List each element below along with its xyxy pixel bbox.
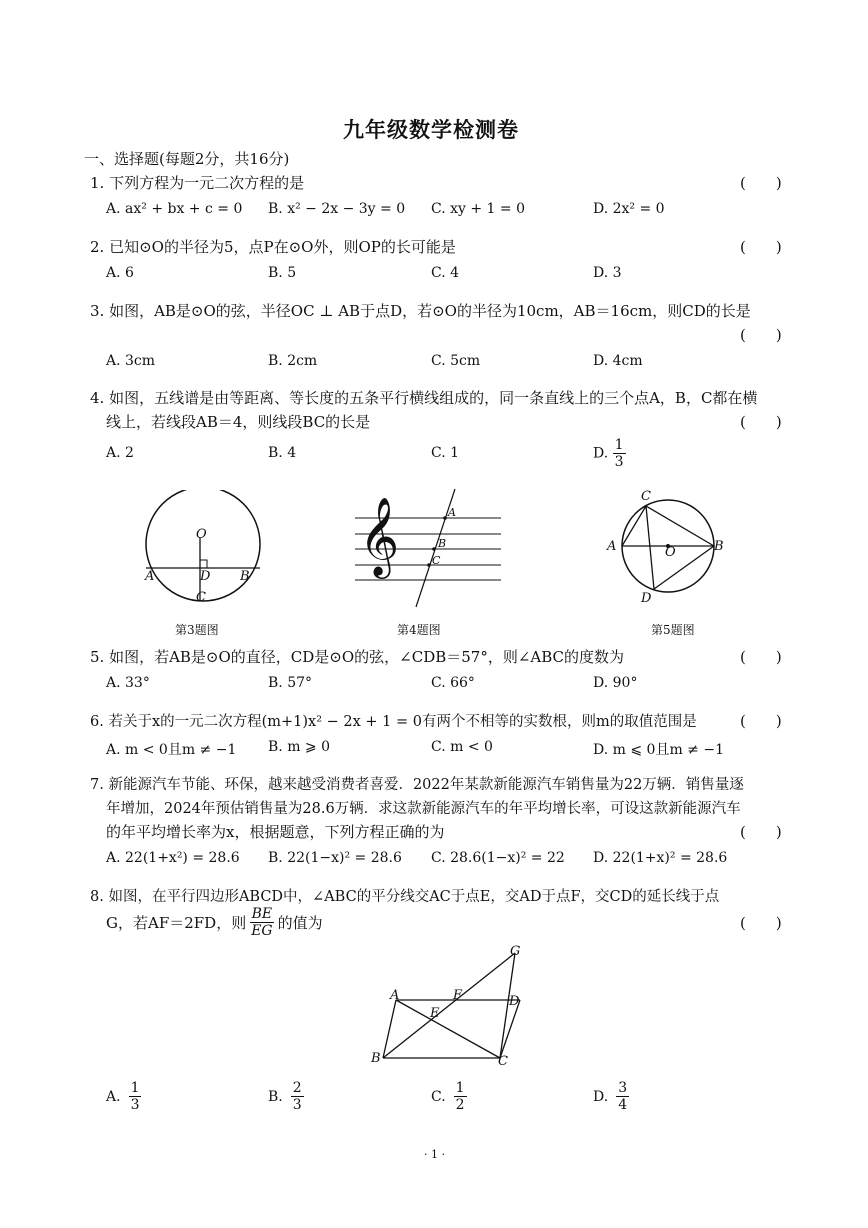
q3-option-d[interactable]: D. 4cm [593, 353, 643, 369]
q2-option-b[interactable]: B. 5 [268, 265, 297, 281]
fraction-numerator: 1 [130, 1080, 140, 1096]
fig3-label-o: O [196, 527, 207, 542]
q8-line2-end: 的值为 [277, 914, 323, 932]
answer-blank-3[interactable]: ( ) [740, 326, 782, 344]
q8-option-c-label: C. [431, 1088, 446, 1105]
page-title: 九年级数学检测卷 [343, 117, 519, 142]
fig8-label-b: B [371, 1051, 381, 1066]
q6-option-b[interactable]: B. m ⩾ 0 [268, 739, 331, 755]
q1-option-d[interactable]: D. 2x² = 0 [593, 201, 665, 217]
fraction-denominator: 3 [614, 454, 624, 470]
answer-blank-5[interactable]: ( ) [740, 648, 782, 666]
q5-option-c[interactable]: C. 66° [431, 675, 475, 691]
q8-option-d[interactable] [593, 1080, 629, 1113]
q2-option-c[interactable]: C. 4 [431, 265, 460, 281]
q5-option-d[interactable]: D. 90° [593, 675, 638, 691]
fig8-label-g: G [510, 944, 521, 959]
page-number: · 1 · [424, 1148, 445, 1161]
fraction-numerator: 1 [614, 437, 624, 453]
q7-option-c[interactable]: C. 28.6(1−x)² = 22 [431, 850, 565, 866]
q8-ratio-fraction [249, 906, 274, 939]
fig5-label-o: O [665, 545, 676, 560]
fig8-label-e: E [430, 1006, 440, 1021]
fig3-label-d: D [200, 569, 211, 584]
fig8-label-c: C [498, 1054, 508, 1069]
question-5-stem: 5. 如图，若AB是⊙O的直径，CD是⊙O的弦，∠CDB＝57°，则∠ABC的度数为 [90, 648, 625, 666]
answer-blank-7[interactable]: ( ) [740, 823, 782, 841]
q8-option-b-label: B. [268, 1088, 283, 1105]
answer-blank-8[interactable]: ( ) [740, 914, 782, 932]
q7-option-a[interactable]: A. 22(1+x²) = 28.6 [106, 850, 240, 866]
question-7-line3: 的年平均增长率为x，根据题意，下列方程正确的为 [106, 823, 445, 841]
section-heading: 一、选择题(每题2分，共16分) [84, 150, 290, 168]
q4-option-d-fraction [613, 437, 626, 470]
fig5-label-b: B [714, 539, 724, 554]
fraction-numerator: 2 [292, 1080, 302, 1096]
fraction-numerator: 1 [455, 1080, 465, 1096]
q8-option-d-label: D. [593, 1088, 609, 1105]
q6-option-a[interactable]: A. m < 0且m ≠ −1 [106, 742, 237, 758]
question-3-stem: 3. 如图，AB是⊙O的弦，半径OC ⊥ AB于点D，若⊙O的半径为10cm，AB＝16cm，则CD的长是 [90, 302, 751, 320]
q8-option-b-fraction [291, 1080, 304, 1113]
question-7-line2: 年增加，2024年预估销售量为28.6万辆．求这款新能源汽车的年平均增长率，可设这款新能源汽车 [106, 801, 741, 817]
q8-option-c[interactable] [431, 1080, 467, 1113]
q5-option-b[interactable]: B. 57° [268, 675, 313, 691]
answer-blank-2[interactable]: ( ) [740, 238, 782, 256]
q3-option-b[interactable]: B. 2cm [268, 353, 318, 369]
q4-option-d[interactable] [593, 437, 626, 470]
q4-option-c[interactable]: C. 1 [431, 445, 460, 461]
q7-option-b[interactable]: B. 22(1−x)² = 28.6 [268, 850, 402, 866]
q8-option-d-fraction [616, 1080, 629, 1113]
fraction-numerator: BE [251, 906, 273, 922]
q8-option-a-fraction [129, 1080, 142, 1113]
fig8-label-f: F [453, 988, 463, 1003]
fig8-label-d: D [509, 994, 520, 1009]
q6-option-d[interactable]: D. m ⩽ 0且m ≠ −1 [593, 742, 724, 758]
q4-option-d-label: D. [593, 445, 609, 462]
fraction-denominator: 2 [455, 1097, 465, 1113]
fig3-label-b: B [240, 569, 250, 584]
q1-option-c[interactable]: C. xy + 1 = 0 [431, 201, 525, 217]
answer-blank-1[interactable]: ( ) [740, 174, 782, 192]
q8-option-a[interactable] [106, 1080, 141, 1113]
q8-line2-start: G，若AF＝2FD，则 [106, 914, 247, 932]
q3-option-c[interactable]: C. 5cm [431, 353, 481, 369]
q6-option-c[interactable]: C. m < 0 [431, 739, 493, 755]
treble-clef-icon: 𝄞 [359, 497, 400, 576]
fig4-label-b: B [438, 537, 447, 550]
fig5-label-d: D [641, 591, 652, 606]
fig8-label-a: A [390, 988, 400, 1003]
question-2-stem: 2. 已知⊙O的半径为5，点P在⊙O外，则OP的长可能是 [90, 238, 456, 256]
q8-option-c-fraction [454, 1080, 467, 1113]
fraction-denominator: 3 [292, 1097, 302, 1113]
q3-option-a[interactable]: A. 3cm [106, 353, 156, 369]
q4-option-b[interactable]: B. 4 [268, 445, 297, 461]
fraction-denominator: EG [251, 923, 273, 939]
question-6-stem: 6. 若关于x的一元二次方程(m+1)x² − 2x + 1 = 0有两个不相等的实数根，则m的取值范围是 [90, 714, 697, 730]
q1-option-b[interactable]: B. x² − 2x − 3y = 0 [268, 201, 406, 217]
figure-3-caption: 第3题图 [175, 623, 219, 637]
fig3-label-c: C [196, 590, 206, 605]
q8-option-b[interactable] [268, 1080, 304, 1113]
q1-option-a[interactable]: A. ax² + bx + c = 0 [106, 201, 243, 217]
fig4-label-a: A [448, 506, 456, 519]
answer-blank-4[interactable]: ( ) [740, 413, 782, 431]
q5-option-a[interactable]: A. 33° [106, 675, 150, 691]
q2-option-d[interactable]: D. 3 [593, 265, 622, 281]
fraction-denominator: 3 [130, 1097, 140, 1113]
fig5-label-c: C [641, 489, 651, 504]
question-8-line1: 8. 如图，在平行四边形ABCD中，∠ABC的平分线交AC于点E，交AD于点F，交CD的延长线于点 [90, 889, 720, 905]
q8-option-a-label: A. [106, 1088, 121, 1105]
question-1-stem: 1. 下列方程为一元二次方程的是 [90, 174, 305, 192]
fig5-label-a: A [607, 539, 617, 554]
question-7-line1: 7. 新能源汽车节能、环保，越来越受消费者喜爱．2022年某款新能源汽车销售量为22万辆．销售量逐 [90, 777, 744, 793]
figure-4-caption: 第4题图 [397, 623, 441, 637]
answer-blank-6[interactable]: ( ) [740, 712, 782, 730]
question-4-line2: 线上，若线段AB＝4，则线段BC的长是 [106, 413, 371, 431]
fig3-label-a: A [145, 569, 155, 584]
q4-option-a[interactable]: A. 2 [106, 445, 134, 461]
fraction-numerator: 3 [618, 1080, 628, 1096]
fig4-label-c: C [432, 554, 441, 567]
q2-option-a[interactable]: A. 6 [106, 265, 134, 281]
fraction-denominator: 4 [618, 1097, 628, 1113]
figure-5-caption: 第5题图 [651, 623, 695, 637]
question-4-line1: 4. 如图，五线谱是由等距离、等长度的五条平行横线组成的，同一条直线上的三个点A，B，C都在横 [90, 389, 758, 407]
q7-option-d[interactable]: D. 22(1+x)² = 28.6 [593, 850, 728, 866]
question-8-line2 [106, 906, 323, 939]
